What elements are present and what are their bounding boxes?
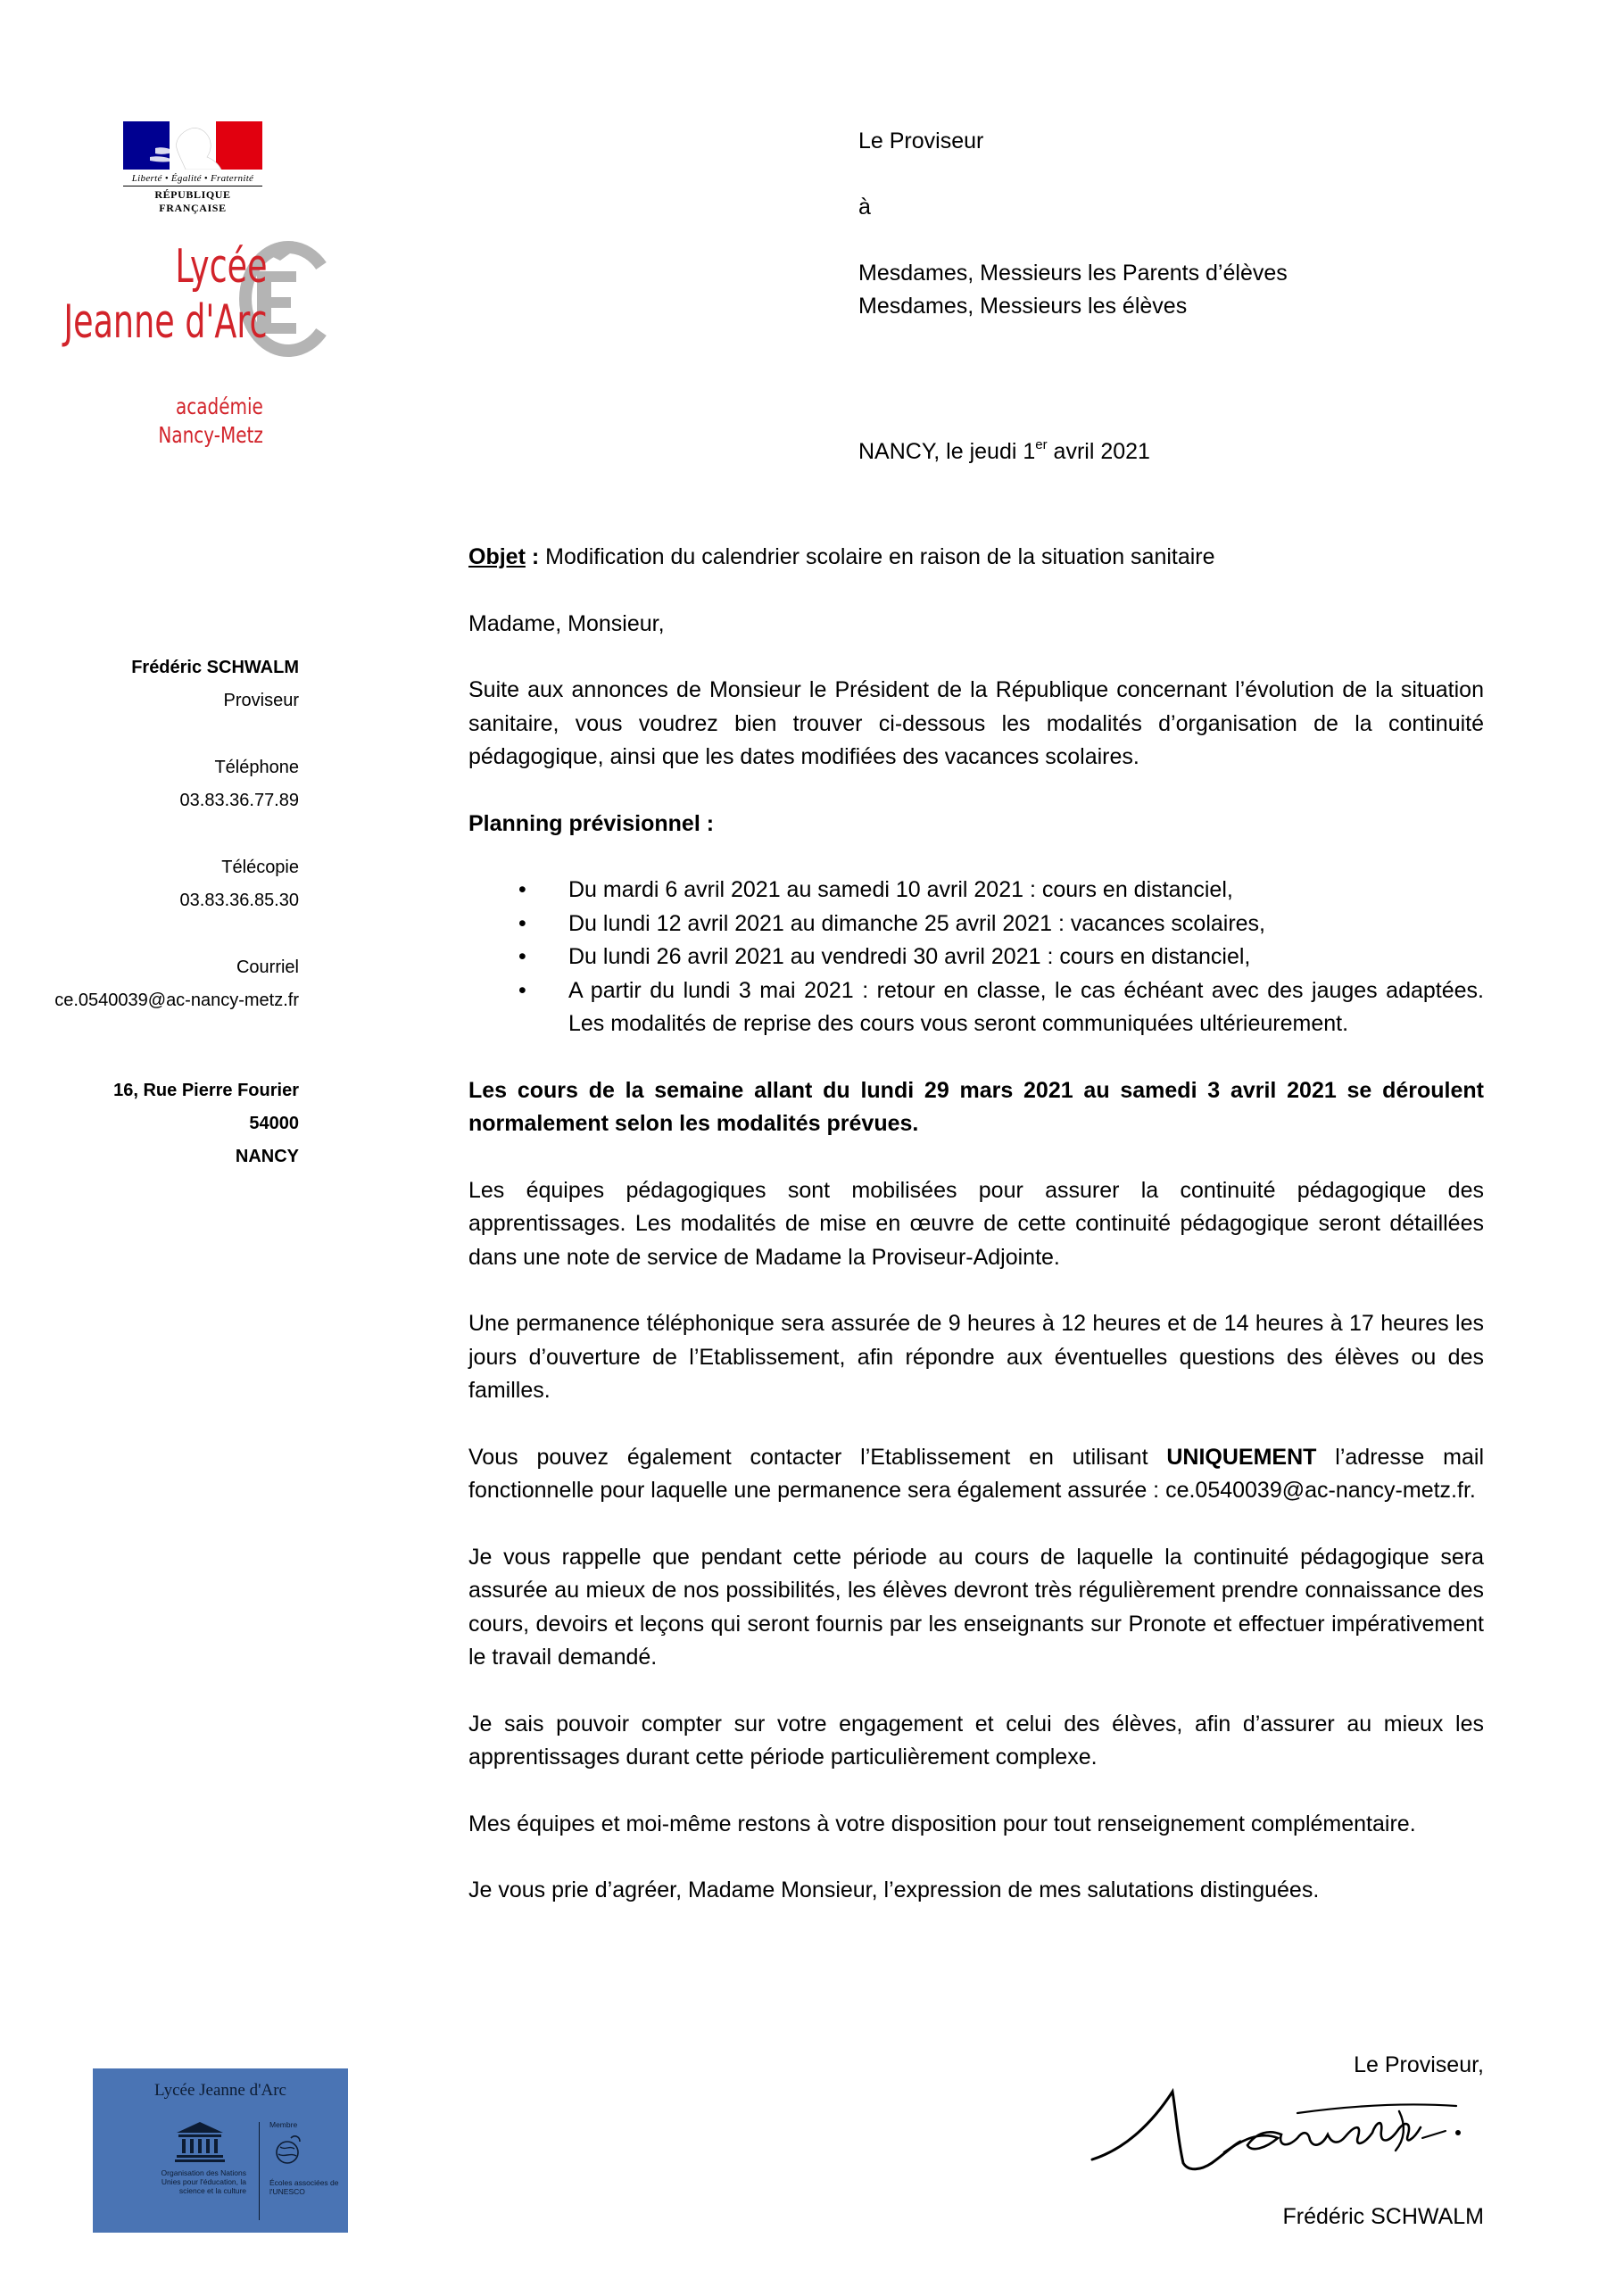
paragraph-disposition: Mes équipes et moi-même restons à votre disposition pour tout renseignement complémentaire. [468,1811,1416,1836]
paragraph-equipes: Les équipes pédagogiques sont mobilisées pour assurer la continuité pédagogique des apprentissages. Les modalités de mise en œuvre de cette continuité pédagogique seront détaillées dans une note de service de Madame la Proviseur-Adjointe. [468,1177,1484,1270]
unesco-membre: Membre [269,2120,298,2129]
list-item: • A partir du lundi 3 mai 2021 : retour en classe, le cas échéant avec des jauges adaptées. Les modalités de reprise des cours vous seront communiquées ultérieurement. [518,977,1484,1036]
academie-name: académie Nancy-Metz [158,394,263,448]
email-address[interactable]: ce.0540039@ac-nancy-metz.fr [54,991,299,1010]
to-line: à [858,195,871,220]
paragraph-engagement: Je sais pouvoir compter sur votre engagement et celui des élèves, afin d’assurer au mieux les apprentissages durant cette période particulièrement complexe. [468,1711,1484,1770]
addressee-block [858,125,1288,323]
school-name: Lycée Jeanne d'Arc [63,240,268,349]
republique-francaise: RÉPUBLIQUE FRANÇAISE [154,188,231,214]
street-address: 16, Rue Pierre Fourier [113,1081,299,1100]
divider [259,2122,260,2220]
phone-number: 03.83.36.77.89 [179,791,299,810]
sender-name: Frédéric SCHWALM [131,658,299,677]
planning-title: Planning prévisionnel : [468,810,715,836]
paragraph-contact: Vous pouvez également contacter l’Etablissement en utilisant UNIQUEMENT l’adresse mail fonctionnelle pour laquelle une permanence sera également assurée : ce.0540039@ac-nancy-metz.fr. [468,1444,1485,1503]
list-item: • Du lundi 26 avril 2021 au vendredi 30 avril 2021 : cours en distanciel, [518,944,1251,969]
republic-motto: Liberté • Égalité • Fraternité [131,173,254,184]
unesco-badge [93,2068,348,2233]
bold-notice: Les cours de la semaine allant du lundi 29 mars 2021 au samedi 3 avril 2021 se déroulent normalement selon les modalités prévues. [468,1077,1484,1136]
from-line: Le Proviseur [858,128,984,153]
phone-label: Téléphone [214,758,299,777]
recipient-line-1: Mesdames, Messieurs les Parents d’élèves [858,261,1288,286]
sender-title: Proviseur [223,691,299,710]
fax-label: Télécopie [221,858,299,877]
unesco-network: Écoles associées de l'UNESCO [269,2178,339,2196]
unesco-org: Organisation des Nations Unies pour l'éducation, la science et la culture [161,2168,246,2195]
paragraph-permanence: Une permanence téléphonique sera assurée de 9 heures à 12 heures et de 14 heures à 17 heures les jours d’ouverture de l’Etablissement, afin répondre aux éventuelles questions des élèves ou des familles. [468,1311,1484,1403]
list-item: • Du lundi 12 avril 2021 au dimanche 25 avril 2021 : vacances scolaires, [518,910,1266,936]
city: NANCY [235,1147,299,1166]
postcode: 54000 [249,1114,299,1133]
planning-list [468,874,1484,1041]
list-item: • Du mardi 6 avril 2021 au samedi 10 avril 2021 : cours en distanciel, [518,877,1233,902]
school-logo [54,214,384,473]
fax-number: 03.83.36.85.30 [179,891,299,910]
recipient-line-2: Mesdames, Messieurs les élèves [858,294,1188,319]
email-label: Courriel [236,957,299,977]
paragraph-rappel: Je vous rappelle que pendant cette période au cours de laquelle la continuité pédagogique sera assurée au mieux de nos possibilités, les élèves devront très régulièrement prendre connaissance des cours, devoirs et leçons qui seront fournis par les enseignants sur Pronote et effectuer impérativement le travail demandé. [468,1544,1484,1670]
subject-line: Objet : Modification du calendrier scolaire en raison de la situation sanitaire [468,544,1215,569]
unesco-temple-icon [173,2120,227,2163]
letter-date: NANCY, le jeudi 1er avril 2021 [858,437,1150,464]
closing-paragraph: Je vous prie d’agréer, Madame Monsieur, l’expression de mes salutations distinguées. [468,1877,1320,1902]
subject-label: Objet [468,544,526,569]
tricolour-flag-icon [123,121,262,170]
subject-text: Modification du calendrier scolaire en raison de la situation sanitaire [545,544,1215,569]
greeting: Madame, Monsieur, [468,610,665,636]
unesco-title: Lycée Jeanne d'Arc [154,2081,286,2100]
marianne-logo [123,121,266,215]
signature-label: Le Proviseur, [1354,2052,1484,2077]
aspnet-globe-icon [269,2133,305,2168]
letter-body [468,541,1484,1908]
sender-block [54,651,299,1173]
signatory-name: Frédéric SCHWALM [1282,2204,1484,2229]
handwritten-signature [1090,2086,1510,2192]
intro-paragraph: Suite aux annonces de Monsieur le Président de la République concernant l’évolution de la situation sanitaire, vous voudrez bien trouver ci-dessous les modalités d’organisation de la continuité pédagogique, ainsi que les dates modifiées des vacances scolaires. [468,677,1484,769]
